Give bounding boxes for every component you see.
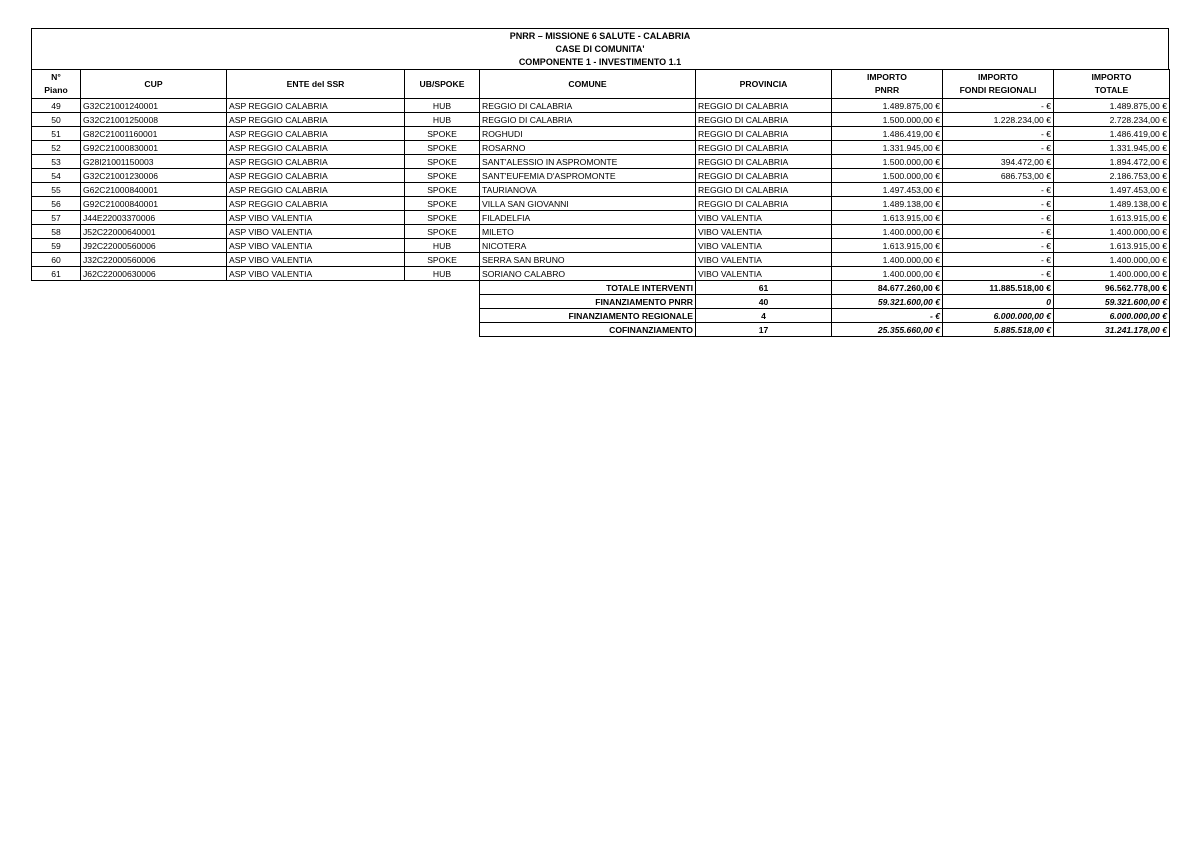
cell-provincia: REGGIO DI CALABRIA: [696, 183, 832, 197]
cell-importo-pnrr: 1.613.915,00 €: [832, 239, 943, 253]
cell-ente: ASP VIBO VALENTIA: [227, 267, 405, 281]
cell-importo-totale: 2.728.234,00 €: [1054, 113, 1170, 127]
cell-importo-pnrr: 1.400.000,00 €: [832, 253, 943, 267]
cell-n-piano: 52: [32, 141, 81, 155]
cell-n-piano: 50: [32, 113, 81, 127]
cell-ub-spoke: SPOKE: [405, 183, 480, 197]
cell-provincia: VIBO VALENTIA: [696, 239, 832, 253]
cell-importo-fondi: - €: [943, 225, 1054, 239]
header-provincia: PROVINCIA: [696, 70, 832, 99]
totals-label: COFINANZIAMENTO: [480, 323, 696, 337]
totals-importo-pnrr: 84.677.260,00 €: [832, 281, 943, 295]
cell-ub-spoke: SPOKE: [405, 253, 480, 267]
cell-cup: G28I21001150003: [81, 155, 227, 169]
cell-cup: G32C21001240001: [81, 99, 227, 113]
cell-ente: ASP VIBO VALENTIA: [227, 225, 405, 239]
header-importo-pnrr: IMPORTO PNRR: [832, 70, 943, 99]
cell-comune: SORIANO CALABRO: [480, 267, 696, 281]
totals-count: 4: [696, 309, 832, 323]
table-row: [32, 113, 1170, 127]
cell-cup: G62C21000840001: [81, 183, 227, 197]
case-comunita-table: [31, 69, 1170, 337]
cell-importo-pnrr: 1.489.138,00 €: [832, 197, 943, 211]
spreadsheet-page: [31, 28, 1169, 337]
cell-ente: ASP REGGIO CALABRIA: [227, 197, 405, 211]
cell-provincia: VIBO VALENTIA: [696, 225, 832, 239]
cell-importo-totale: 2.186.753,00 €: [1054, 169, 1170, 183]
table-row: [32, 267, 1170, 281]
totals-importo-totale: 31.241.178,00 €: [1054, 323, 1170, 337]
cell-comune: REGGIO DI CALABRIA: [480, 113, 696, 127]
cell-importo-fondi: - €: [943, 127, 1054, 141]
cell-ub-spoke: HUB: [405, 99, 480, 113]
cell-ub-spoke: SPOKE: [405, 127, 480, 141]
cell-cup: G82C21001160001: [81, 127, 227, 141]
totals-label: FINANZIAMENTO PNRR: [480, 295, 696, 309]
cell-ub-spoke: SPOKE: [405, 225, 480, 239]
cell-importo-fondi: - €: [943, 141, 1054, 155]
totals-row: [32, 281, 1170, 295]
cell-comune: SERRA SAN BRUNO: [480, 253, 696, 267]
table-row: [32, 225, 1170, 239]
totals-count: 61: [696, 281, 832, 295]
cell-cup: G92C21000830001: [81, 141, 227, 155]
cell-cup: J44E22003370006: [81, 211, 227, 225]
cell-n-piano: 57: [32, 211, 81, 225]
cell-importo-pnrr: 1.500.000,00 €: [832, 113, 943, 127]
table-row: [32, 155, 1170, 169]
cell-ente: ASP REGGIO CALABRIA: [227, 183, 405, 197]
cell-importo-fondi: 394.472,00 €: [943, 155, 1054, 169]
cell-ente: ASP REGGIO CALABRIA: [227, 169, 405, 183]
totals-row: [32, 323, 1170, 337]
cell-importo-fondi: - €: [943, 211, 1054, 225]
cell-comune: VILLA SAN GIOVANNI: [480, 197, 696, 211]
totals-importo-fondi: 5.885.518,00 €: [943, 323, 1054, 337]
cell-cup: J52C22000640001: [81, 225, 227, 239]
cell-importo-pnrr: 1.613.915,00 €: [832, 211, 943, 225]
cell-importo-totale: 1.894.472,00 €: [1054, 155, 1170, 169]
cell-cup: J92C22000560006: [81, 239, 227, 253]
cell-comune: NICOTERA: [480, 239, 696, 253]
cell-n-piano: 58: [32, 225, 81, 239]
cell-importo-fondi: - €: [943, 99, 1054, 113]
cell-n-piano: 53: [32, 155, 81, 169]
totals-importo-totale: 96.562.778,00 €: [1054, 281, 1170, 295]
cell-comune: TAURIANOVA: [480, 183, 696, 197]
cell-comune: MILETO: [480, 225, 696, 239]
totals-importo-totale: 6.000.000,00 €: [1054, 309, 1170, 323]
cell-comune: SANT'EUFEMIA D'ASPROMONTE: [480, 169, 696, 183]
cell-ub-spoke: HUB: [405, 239, 480, 253]
title-line-2: CASE DI COMUNITA': [555, 44, 645, 54]
cell-ente: ASP VIBO VALENTIA: [227, 211, 405, 225]
cell-provincia: REGGIO DI CALABRIA: [696, 155, 832, 169]
cell-ente: ASP REGGIO CALABRIA: [227, 113, 405, 127]
cell-provincia: REGGIO DI CALABRIA: [696, 113, 832, 127]
totals-body: [32, 281, 1170, 337]
totals-importo-pnrr: 59.321.600,00 €: [832, 295, 943, 309]
title-line-3: COMPONENTE 1 - INVESTIMENTO 1.1: [518, 57, 682, 67]
cell-comune: FILADELFIA: [480, 211, 696, 225]
blank-cell: [32, 309, 480, 323]
cell-importo-pnrr: 1.489.875,00 €: [832, 99, 943, 113]
cell-importo-totale: 1.400.000,00 €: [1054, 253, 1170, 267]
totals-count: 17: [696, 323, 832, 337]
totals-row: [32, 295, 1170, 309]
cell-ub-spoke: SPOKE: [405, 197, 480, 211]
cell-provincia: REGGIO DI CALABRIA: [696, 141, 832, 155]
cell-n-piano: 54: [32, 169, 81, 183]
cell-ente: ASP VIBO VALENTIA: [227, 239, 405, 253]
totals-importo-pnrr: - €: [832, 309, 943, 323]
totals-importo-totale: 59.321.600,00 €: [1054, 295, 1170, 309]
cell-importo-fondi: - €: [943, 239, 1054, 253]
table-row: [32, 183, 1170, 197]
cell-n-piano: 61: [32, 267, 81, 281]
cell-importo-totale: 1.400.000,00 €: [1054, 225, 1170, 239]
table-row: [32, 197, 1170, 211]
cell-importo-fondi: 686.753,00 €: [943, 169, 1054, 183]
cell-importo-pnrr: 1.400.000,00 €: [832, 225, 943, 239]
table-row: [32, 211, 1170, 225]
cell-provincia: REGGIO DI CALABRIA: [696, 197, 832, 211]
header-ub-spoke: UB/SPOKE: [405, 70, 480, 99]
cell-cup: G32C21001250008: [81, 113, 227, 127]
cell-n-piano: 60: [32, 253, 81, 267]
table-title-block: [31, 28, 1169, 69]
cell-ente: ASP REGGIO CALABRIA: [227, 141, 405, 155]
cell-provincia: VIBO VALENTIA: [696, 267, 832, 281]
table-row: [32, 127, 1170, 141]
cell-importo-totale: 1.489.138,00 €: [1054, 197, 1170, 211]
cell-importo-pnrr: 1.486.419,00 €: [832, 127, 943, 141]
totals-importo-fondi: 0: [943, 295, 1054, 309]
cell-importo-totale: 1.486.419,00 €: [1054, 127, 1170, 141]
cell-provincia: VIBO VALENTIA: [696, 211, 832, 225]
cell-importo-fondi: 1.228.234,00 €: [943, 113, 1054, 127]
cell-provincia: REGGIO DI CALABRIA: [696, 127, 832, 141]
cell-cup: G92C21000840001: [81, 197, 227, 211]
table-row: [32, 239, 1170, 253]
cell-n-piano: 49: [32, 99, 81, 113]
table-row: [32, 99, 1170, 113]
cell-importo-fondi: - €: [943, 183, 1054, 197]
cell-comune: REGGIO DI CALABRIA: [480, 99, 696, 113]
cell-cup: G32C21001230006: [81, 169, 227, 183]
title-line-1: PNRR – MISSIONE 6 SALUTE - CALABRIA: [509, 31, 691, 41]
cell-importo-totale: 1.613.915,00 €: [1054, 211, 1170, 225]
cell-importo-fondi: - €: [943, 197, 1054, 211]
table-row: [32, 169, 1170, 183]
cell-importo-totale: 1.400.000,00 €: [1054, 267, 1170, 281]
cell-provincia: REGGIO DI CALABRIA: [696, 99, 832, 113]
totals-label: FINANZIAMENTO REGIONALE: [480, 309, 696, 323]
totals-importo-pnrr: 25.355.660,00 €: [832, 323, 943, 337]
header-row: [32, 70, 1170, 99]
header-cup: CUP: [81, 70, 227, 99]
table-body: [32, 99, 1170, 281]
totals-importo-fondi: 11.885.518,00 €: [943, 281, 1054, 295]
header-comune: COMUNE: [480, 70, 696, 99]
table-row: [32, 253, 1170, 267]
cell-importo-pnrr: 1.500.000,00 €: [832, 155, 943, 169]
cell-ub-spoke: SPOKE: [405, 169, 480, 183]
table-row: [32, 141, 1170, 155]
cell-importo-fondi: - €: [943, 253, 1054, 267]
totals-importo-fondi: 6.000.000,00 €: [943, 309, 1054, 323]
blank-cell: [32, 323, 480, 337]
cell-importo-totale: 1.497.453,00 €: [1054, 183, 1170, 197]
blank-cell: [32, 281, 480, 295]
blank-cell: [32, 295, 480, 309]
cell-importo-fondi: - €: [943, 267, 1054, 281]
cell-ente: ASP REGGIO CALABRIA: [227, 127, 405, 141]
cell-n-piano: 56: [32, 197, 81, 211]
header-ente: ENTE del SSR: [227, 70, 405, 99]
cell-ub-spoke: SPOKE: [405, 155, 480, 169]
cell-ub-spoke: HUB: [405, 113, 480, 127]
cell-importo-pnrr: 1.497.453,00 €: [832, 183, 943, 197]
cell-ub-spoke: SPOKE: [405, 141, 480, 155]
cell-ub-spoke: SPOKE: [405, 211, 480, 225]
totals-count: 40: [696, 295, 832, 309]
cell-cup: J32C22000560006: [81, 253, 227, 267]
cell-importo-pnrr: 1.500.000,00 €: [832, 169, 943, 183]
cell-comune: ROGHUDI: [480, 127, 696, 141]
cell-ente: ASP REGGIO CALABRIA: [227, 99, 405, 113]
totals-row: [32, 309, 1170, 323]
cell-provincia: REGGIO DI CALABRIA: [696, 169, 832, 183]
header-importo-fondi: IMPORTO FONDI REGIONALI: [943, 70, 1054, 99]
header-importo-totale: IMPORTO TOTALE: [1054, 70, 1170, 99]
cell-comune: SANT'ALESSIO IN ASPROMONTE: [480, 155, 696, 169]
cell-provincia: VIBO VALENTIA: [696, 253, 832, 267]
cell-comune: ROSARNO: [480, 141, 696, 155]
cell-n-piano: 51: [32, 127, 81, 141]
cell-importo-pnrr: 1.331.945,00 €: [832, 141, 943, 155]
cell-cup: J62C22000630006: [81, 267, 227, 281]
cell-importo-totale: 1.613.915,00 €: [1054, 239, 1170, 253]
totals-label: TOTALE INTERVENTI: [480, 281, 696, 295]
cell-importo-totale: 1.331.945,00 €: [1054, 141, 1170, 155]
cell-n-piano: 59: [32, 239, 81, 253]
cell-ente: ASP REGGIO CALABRIA: [227, 155, 405, 169]
cell-importo-totale: 1.489.875,00 €: [1054, 99, 1170, 113]
cell-ub-spoke: HUB: [405, 267, 480, 281]
header-n-piano: N° Piano: [32, 70, 81, 99]
cell-n-piano: 55: [32, 183, 81, 197]
cell-importo-pnrr: 1.400.000,00 €: [832, 267, 943, 281]
cell-ente: ASP VIBO VALENTIA: [227, 253, 405, 267]
